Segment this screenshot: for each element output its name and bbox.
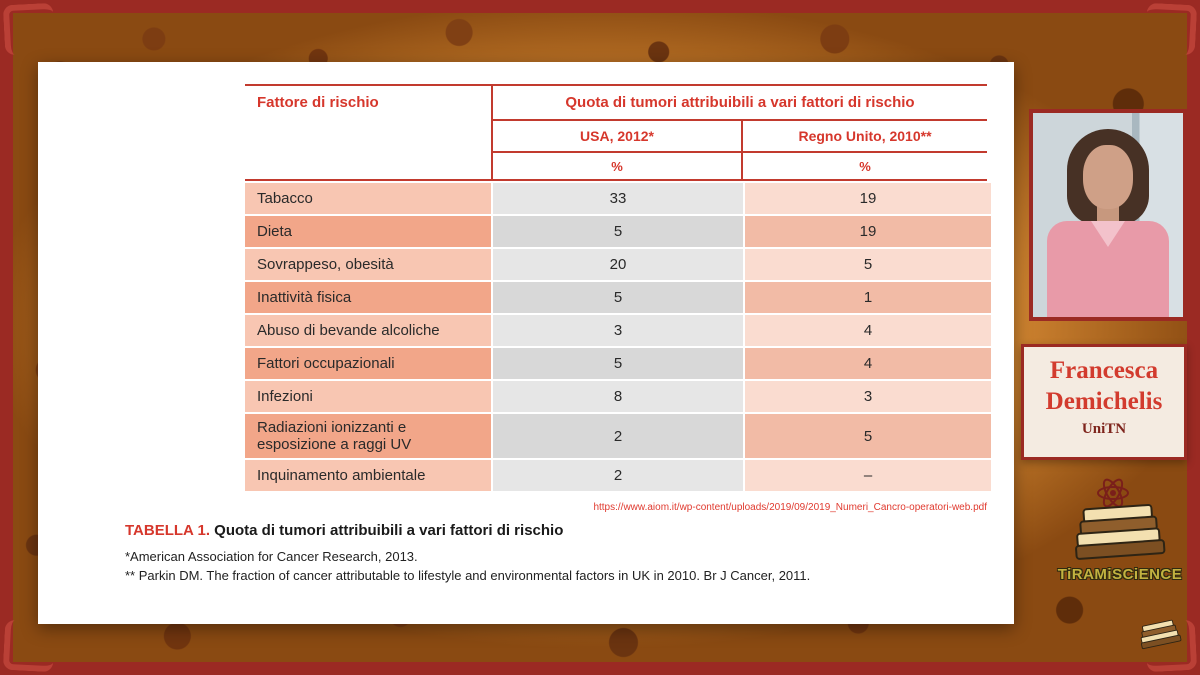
usa-value-cell: 33 [493,183,743,214]
risk-label-cell: Fattori occupazionali [245,348,491,379]
usa-value-cell: 2 [493,414,743,458]
usa-value-cell: 8 [493,381,743,412]
uk-value-cell: 1 [745,282,991,313]
frame-corner-decoration [3,3,56,56]
footnote-2: ** Parkin DM. The fraction of cancer attributable to lifestyle and environmental factors in UK in 2010. Br J Cancer, 2011. [125,568,811,583]
risk-row [245,183,987,214]
presenter-video [1029,109,1187,321]
caption-label: TABELLA 1. [125,522,210,539]
frame-corner-decoration [3,620,56,673]
uk-value-cell: 4 [745,315,991,346]
uk-value-cell: 19 [745,183,991,214]
uk-value-cell: 3 [745,381,991,412]
uk-value-cell: 19 [745,216,991,247]
presenter-affiliation: UniTN [1081,421,1127,437]
usa-value-cell: 20 [493,249,743,280]
risk-row [245,381,987,412]
tiramiscience-logo [1048,476,1192,610]
risk-row [245,414,987,458]
col-header-uk: Regno Unito, 2010** [741,119,987,151]
presenter-last-name: Demichelis [1045,388,1163,415]
tiramisu-mini-icon [1136,606,1182,648]
unit-header-uk: % [741,151,987,179]
risk-row [245,216,987,247]
unit-header-usa: % [491,151,741,179]
uk-value-cell: 4 [745,348,991,379]
table-body [245,183,987,491]
risk-label-cell: Radiazioni ionizzanti e esposizione a raggi UV [245,414,491,458]
risk-label-cell: Dieta [245,216,491,247]
presenter-name-card [1021,344,1187,460]
risk-row [245,282,987,313]
risk-row [245,249,987,280]
table-header [245,84,987,181]
usa-value-cell: 3 [493,315,743,346]
uk-value-cell: 5 [745,414,991,458]
header-spacer [245,151,491,179]
frame-corner-decoration [1145,3,1198,56]
presenter-first-name: Francesca [1049,357,1159,384]
risk-label-cell: Tabacco [245,183,491,214]
usa-value-cell: 5 [493,216,743,247]
col-header-usa: USA, 2012* [491,119,741,151]
caption-text: Quota di tumori attribuibili a vari fattori di rischio [214,522,564,539]
source-url: https://www.aiom.it/wp-content/uploads/2019/09/2019_Numeri_Cancro-operatori-web.pdf [593,502,987,513]
risk-label-cell: Abuso di bevande alcoliche [245,315,491,346]
presenter-face [1083,145,1133,209]
risk-row [245,315,987,346]
uk-value-cell: 5 [745,249,991,280]
uk-value-cell: – [745,460,991,491]
logo-text: TiRAMiSCiENCE [1057,566,1183,583]
slide-panel [38,62,1014,624]
risk-label-cell: Sovrappeso, obesità [245,249,491,280]
usa-value-cell: 2 [493,460,743,491]
risk-row [245,460,987,491]
usa-value-cell: 5 [493,282,743,313]
risk-label-cell: Inattività fisica [245,282,491,313]
risk-row [245,348,987,379]
footnote-1: *American Association for Cancer Research, 2013. [125,549,418,564]
table-caption [125,522,563,539]
tiramisu-icon [1072,503,1167,561]
risk-label-cell: Inquinamento ambientale [245,460,491,491]
header-spacer [245,119,491,151]
col-header-factor: Fattore di rischio [257,94,379,111]
risk-factors-table [245,84,987,493]
usa-value-cell: 5 [493,348,743,379]
table-group-header: Quota di tumori attribuibili a vari fattori di rischio [491,86,987,119]
risk-label-cell: Infezioni [245,381,491,412]
